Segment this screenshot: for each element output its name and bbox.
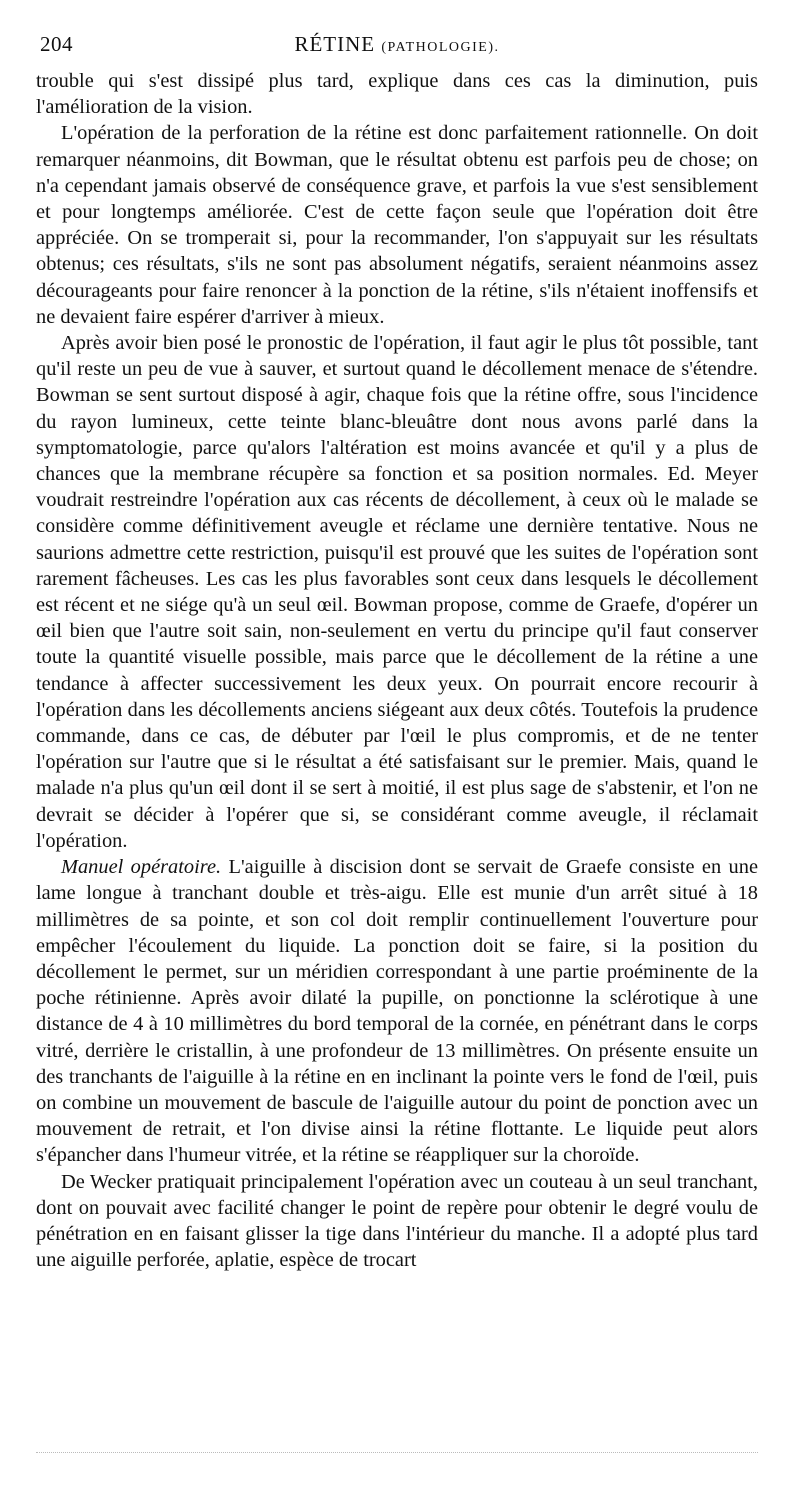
paragraph <box>36 1169 758 1274</box>
page-number: 204 <box>40 32 73 56</box>
paragraph-text: Après avoir bien posé le pronostic de l'opération, il faut agir le plus tôt possible, tant qu'il reste un peu de vue à sauver, et surtout quand le décollement menace de s'étendre. Bowman se sent surtout disposé à agir, chaque fois que la rétine offre, sous l'incidence du rayon lumineux, cette teinte blanc-bleuâtre dont nous avons parlé dans la symptomatologie, parce qu'alors l'altération est moins avancée et qu'il y a plus de chances que la membrane récupère sa fonction et sa position normales. Ed. Meyer voudrait restreindre l'opération aux cas récents de décollement, à ceux où le malade se considère comme définitivement aveugle et réclame une dernière tentative. Nous ne saurions admettre cette restriction, puisqu'il est prouvé que les suites de l'opération sont rarement fâcheuses. Les cas les plus favorables sont ceux dans lesquels le décollement est récent et ne siége qu'à un seul œil. Bowman propose, comme de Graefe, d'opérer un œil bien que l'autre soit sain, non-seulement en vertu du principe qu'il faut conserver toute la quantité visuelle possible, mais parce que le décollement de la rétine a une tendance à affecter successivement les deux yeux. On pourrait encore recourir à l'opération dans les décollements anciens siégeant aux deux côtés. Toutefois la prudence commande, dans ce cas, de débuter par l'œil le plus compromis, et de ne tenter l'opération sur l'autre que si le résultat a été satisfaisant sur le premier. Mais, quand le malade n'a plus qu'un œil dont il se sert à moitié, il est plus sage de s'abstenir, et l'on ne devrait se décider à l'opérer que si, se considérant comme aveugle, il réclamait l'opération. <box>36 332 758 852</box>
paragraph <box>36 120 758 330</box>
paragraph <box>36 330 758 854</box>
paragraph-text: L'aiguille à discision dont se servait de Graefe consiste en une lame longue à tranchant double et très-aigu. Elle est munie d'un arrêt situé à 18 millimètres de sa pointe, et son col doit remplir continuellement l'ouverture pour empêcher l'écoulement du liquide. La ponction doit se faire, si la position du décollement le permet, sur un méridien correspondant à une partie proéminente de la poche rétinienne. Après avoir dilaté la pupille, on ponctionne la sclérotique à une distance de 4 à 10 millimètres du bord temporal de la cornée, en pénétrant dans le corps vitré, derrière le cristallin, à une profondeur de 13 millimètres. On présente ensuite un des tranchants de l'aiguille à la rétine en en inclinant la pointe vers le fond de l'œil, puis on combine un mouvement de bascule de l'aiguille autour du point de ponction avec un mouvement de retrait, et l'on divise ainsi la rétine flottante. Le liquide peut alors s'épancher dans l'humeur vitrée, et la rétine se réappliquer sur la choroïde. <box>36 856 758 1167</box>
body-text <box>36 68 758 1273</box>
paragraph-text: De Wecker pratiquait principalement l'opération avec un couteau à un seul tranchant, dont on pouvait avec facilité changer le point de repère pour obtenir le degré voulu de pénétration en en faisant glisser la tige dans l'intérieur du manche. Il a adopté plus tard une aiguille perforée, aplatie, espèce de trocart <box>36 1170 758 1272</box>
section-lead: Manuel opératoire. <box>61 856 222 879</box>
paragraph-text: trouble qui s'est dissipé plus tard, explique dans ces cas la diminution, puis l'amélioration de la vision. <box>36 70 758 119</box>
running-head <box>36 32 758 57</box>
bottom-rule <box>36 1452 758 1453</box>
running-subtitle: (PATHOLOGIE). <box>381 40 500 55</box>
paragraph <box>36 854 758 1168</box>
page-header <box>36 22 758 68</box>
document-page <box>36 22 758 1273</box>
paragraph <box>36 68 758 120</box>
paragraph-text: L'opération de la perforation de la rétine est donc parfaitement rationnelle. On doit remarquer néanmoins, dit Bowman, que le résultat obtenu est parfois peu de chose; on n'a cependant jamais observé de conséquence grave, et parfois la vue s'est sensiblement et pour longtemps améliorée. C'est de cette façon seule que l'opération doit être appréciée. On se tromperait si, pour la recommander, l'on s'appuyait sur les résultats obtenus; ces résultats, s'ils ne sont pas absolument négatifs, seraient néanmoins assez décourageants pour faire renoncer à la ponction de la rétine, s'ils n'étaient inoffensifs et ne devaient faire espérer d'arriver à mieux. <box>36 122 758 328</box>
running-title: RÉTINE <box>294 32 376 56</box>
